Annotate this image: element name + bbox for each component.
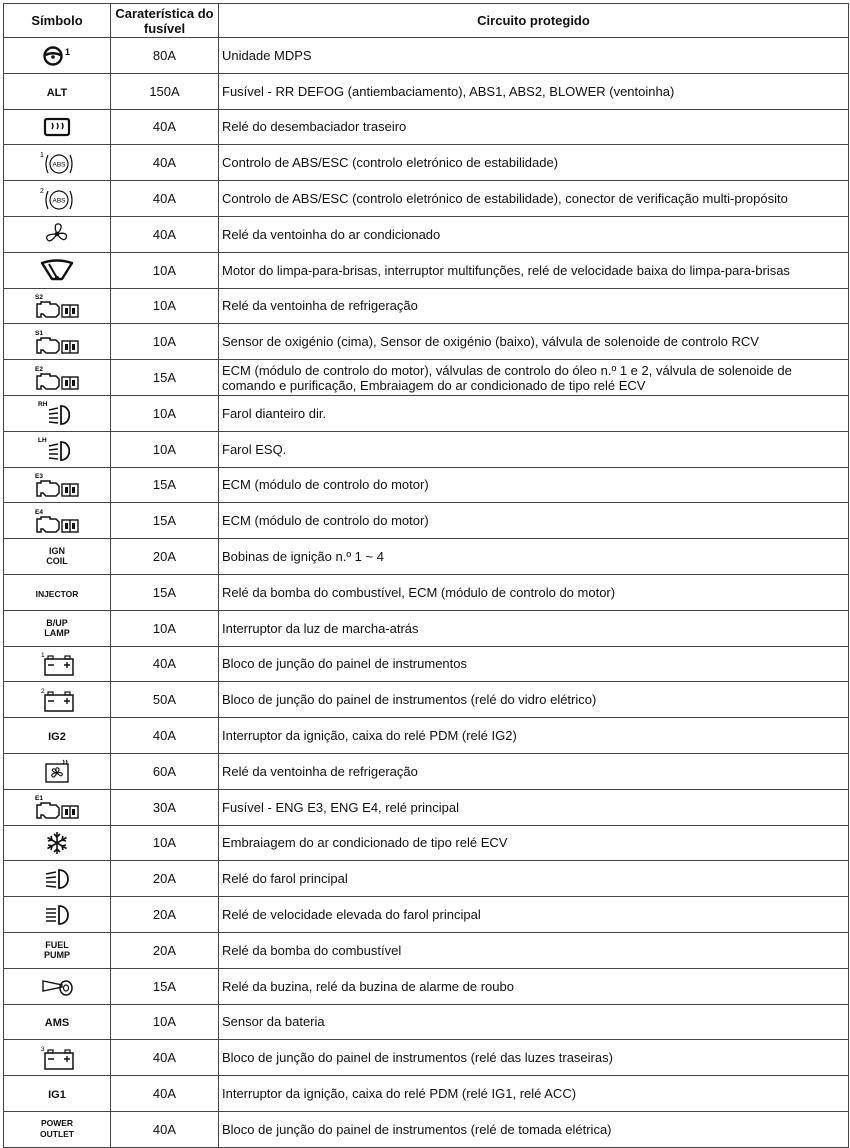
symbol-cell [4,539,111,575]
table-row [4,825,849,861]
table-row [4,610,849,646]
engine-manual-icon [34,292,80,320]
engine-manual-icon [34,328,80,356]
rating-cell: 20A [111,861,219,897]
rating-cell: 40A [111,1076,219,1112]
rating-cell: 10A [111,610,219,646]
rating-cell: 40A [111,181,219,217]
symbol-cell [4,324,111,360]
table-row [4,1004,849,1040]
symbol-cell [4,73,111,109]
circuit-cell: Fusível - ENG E3, ENG E4, relé principal [219,789,849,825]
icon-marker: LH [38,437,47,445]
headlamp-high-icon [39,902,75,928]
icon-marker: 2 [40,187,44,195]
rating-cell: 10A [111,395,219,431]
battery-icon [37,1044,77,1072]
symbol-cell [4,718,111,754]
circuit-cell: ECM (módulo de controlo do motor) [219,503,849,539]
symbol-cell [4,861,111,897]
rating-cell: 30A [111,789,219,825]
table-row [4,968,849,1004]
symbol-cell [4,395,111,431]
rating-cell: 10A [111,252,219,288]
circuit-cell: Relé da ventoinha de refrigeração [219,288,849,324]
circuit-cell: Relé da ventoinha de refrigeração [219,753,849,789]
table-row [4,682,849,718]
symbol-cell [4,610,111,646]
rating-cell: 15A [111,467,219,503]
symbol-label: ALT [46,86,68,99]
symbol-cell [4,1040,111,1076]
table-row [4,38,849,74]
horn-icon [40,973,74,999]
abs-icon [39,150,75,176]
table-row [4,181,849,217]
symbol-cell [4,897,111,933]
symbol-cell [4,503,111,539]
symbol-cell [4,145,111,181]
symbol-label: POWER OUTLET [40,1118,74,1140]
table-row [4,324,849,360]
icon-marker: E1 [35,795,43,803]
symbol-cell [4,252,111,288]
icon-text: ABS [52,197,66,205]
symbol-cell [4,1111,111,1147]
headlamp-low-icon [39,866,75,892]
table-row [4,718,849,754]
circuit-cell: Unidade MDPS [219,38,849,74]
circuit-cell: Relé de velocidade elevada do farol principal [219,897,849,933]
battery-icon [37,650,77,678]
icon-marker: E2 [35,365,43,373]
rear-defrost-icon [42,116,72,138]
table-row [4,73,849,109]
icon-marker: 1 [40,151,44,159]
rating-cell: 10A [111,288,219,324]
table-row [4,145,849,181]
circuit-cell: Controlo de ABS/ESC (controlo eletrónico de estabilidade) [219,145,849,181]
header-symbol: Símbolo [4,4,111,38]
symbol-cell [4,1004,111,1040]
circuit-cell: Motor do limpa-para-brisas, interruptor multifunções, relé de velocidade baixa do limpa-para-brisas [219,252,849,288]
rating-cell: 10A [111,431,219,467]
table-row [4,574,849,610]
rating-cell: 40A [111,646,219,682]
circuit-cell: ECM (módulo de controlo do motor), válvulas de controlo do óleo n.º 1 e 2, válvula de solenoide de comando e purificação, Embraiagem do ar condicionado de tipo relé ECV [219,360,849,396]
table-header-row [4,4,849,38]
circuit-cell: Bloco de junção do painel de instrumentos (relé das luzes traseiras) [219,1040,849,1076]
rating-cell: 40A [111,145,219,181]
table-row [4,109,849,145]
symbol-label: IG2 [48,731,66,744]
engine-manual-icon [34,471,80,499]
symbol-label: FUEL PUMP [43,939,70,960]
circuit-cell: Relé do farol principal [219,861,849,897]
rating-cell: 80A [111,38,219,74]
circuit-cell: Sensor de oxigénio (cima), Sensor de oxigénio (baixo), válvula de solenoide de controlo RCV [219,324,849,360]
rating-cell: 40A [111,1111,219,1147]
headlamp-icon [37,399,77,427]
header-rating: Caraterística do fusível [111,4,219,38]
circuit-cell: Sensor da bateria [219,1004,849,1040]
abs-icon [39,186,75,212]
table-row [4,753,849,789]
icon-marker: 2 [41,687,45,695]
rating-cell: 40A [111,216,219,252]
circuit-cell: Interruptor da ignição, caixa do relé PDM (relé IG1, relé ACC) [219,1076,849,1112]
icon-marker: 1 [41,651,45,659]
icon-marker: RH [38,401,48,409]
rating-cell: 20A [111,897,219,933]
circuit-cell: Bloco de junção do painel de instrumentos [219,646,849,682]
circuit-cell: Interruptor da ignição, caixa do relé PDM (relé IG2) [219,718,849,754]
fan-icon [43,221,71,247]
symbol-cell [4,646,111,682]
fuse-table [3,3,849,1148]
battery-icon [37,686,77,714]
symbol-label: AMS [44,1017,70,1030]
header-circuit: Circuito protegido [219,4,849,38]
circuit-cell: Controlo de ABS/ESC (controlo eletrónico de estabilidade), conector de verificação multi-propósito [219,181,849,217]
symbol-cell [4,467,111,503]
table-row [4,539,849,575]
table-row [4,503,849,539]
symbol-cell [4,181,111,217]
wiper-icon [39,257,75,283]
rating-cell: 40A [111,718,219,754]
symbol-cell [4,288,111,324]
icon-marker: S2 [35,293,43,301]
rating-cell: 20A [111,932,219,968]
rating-cell: 10A [111,825,219,861]
circuit-cell: ECM (módulo de controlo do motor) [219,467,849,503]
symbol-label: INJECTOR [35,588,79,599]
circuit-cell: Farol ESQ. [219,431,849,467]
circuit-cell: Bloco de junção do painel de instrumentos (relé do vidro elétrico) [219,682,849,718]
rating-cell: 15A [111,360,219,396]
table-row [4,216,849,252]
table-row [4,897,849,933]
symbol-cell [4,216,111,252]
engine-manual-icon [34,364,80,392]
symbol-cell [4,753,111,789]
circuit-cell: Relé da bomba do combustível, ECM (módulo de controlo do motor) [219,574,849,610]
circuit-cell: Embraiagem do ar condicionado de tipo relé ECV [219,825,849,861]
rating-cell: 10A [111,1004,219,1040]
symbol-cell [4,932,111,968]
table-row [4,1040,849,1076]
symbol-cell [4,1076,111,1112]
icon-marker: 3 [41,1045,45,1053]
symbol-cell [4,574,111,610]
table-row [4,288,849,324]
rating-cell: 50A [111,682,219,718]
symbol-cell [4,682,111,718]
symbol-cell [4,38,111,74]
rating-cell: 150A [111,73,219,109]
symbol-cell [4,825,111,861]
symbol-label: IG1 [48,1089,66,1101]
table-row [4,395,849,431]
symbol-cell [4,109,111,145]
symbol-cell [4,968,111,1004]
circuit-cell: Interruptor da luz de marcha-atrás [219,610,849,646]
rating-cell: 40A [111,1040,219,1076]
table-row [4,1111,849,1147]
table-row [4,789,849,825]
steering-wheel-icon [41,44,73,66]
symbol-cell [4,431,111,467]
table-row [4,932,849,968]
symbol-cell [4,789,111,825]
rating-cell: 60A [111,753,219,789]
engine-manual-icon [34,793,80,821]
circuit-cell: Relé da buzina, relé da buzina de alarme de roubo [219,968,849,1004]
symbol-label: B/UP LAMP [44,617,70,638]
table-row [4,467,849,503]
circuit-cell: Bloco de junção do painel de instrumentos (relé de tomada elétrica) [219,1111,849,1147]
table-row [4,646,849,682]
symbol-cell [4,360,111,396]
rating-cell: 10A [111,324,219,360]
engine-manual-icon [34,507,80,535]
radiator-fan-icon [39,757,75,785]
symbol-label: IGN COIL [46,546,68,567]
circuit-cell: Relé da bomba do combustível [219,932,849,968]
snowflake-icon [43,829,71,857]
icon-marker: S1 [35,329,43,337]
table-row [4,431,849,467]
icon-marker: E4 [35,508,43,516]
table-row [4,1076,849,1112]
circuit-cell: Farol dianteiro dir. [219,395,849,431]
circuit-cell: Relé da ventoinha do ar condicionado [219,216,849,252]
circuit-cell: Bobinas de ignição n.º 1 ~ 4 [219,539,849,575]
circuit-cell: Relé do desembaciador traseiro [219,109,849,145]
table-row [4,360,849,396]
rating-cell: 15A [111,574,219,610]
table-row [4,252,849,288]
rating-cell: 15A [111,968,219,1004]
rating-cell: 20A [111,539,219,575]
icon-marker: E3 [35,472,43,480]
rating-cell: 15A [111,503,219,539]
table-row [4,861,849,897]
headlamp-icon [37,435,77,463]
icon-marker: 1 [65,47,71,58]
circuit-cell: Fusível - RR DEFOG (antiembaciamento), ABS1, ABS2, BLOWER (ventoinha) [219,73,849,109]
icon-text: ABS [52,161,66,169]
rating-cell: 40A [111,109,219,145]
